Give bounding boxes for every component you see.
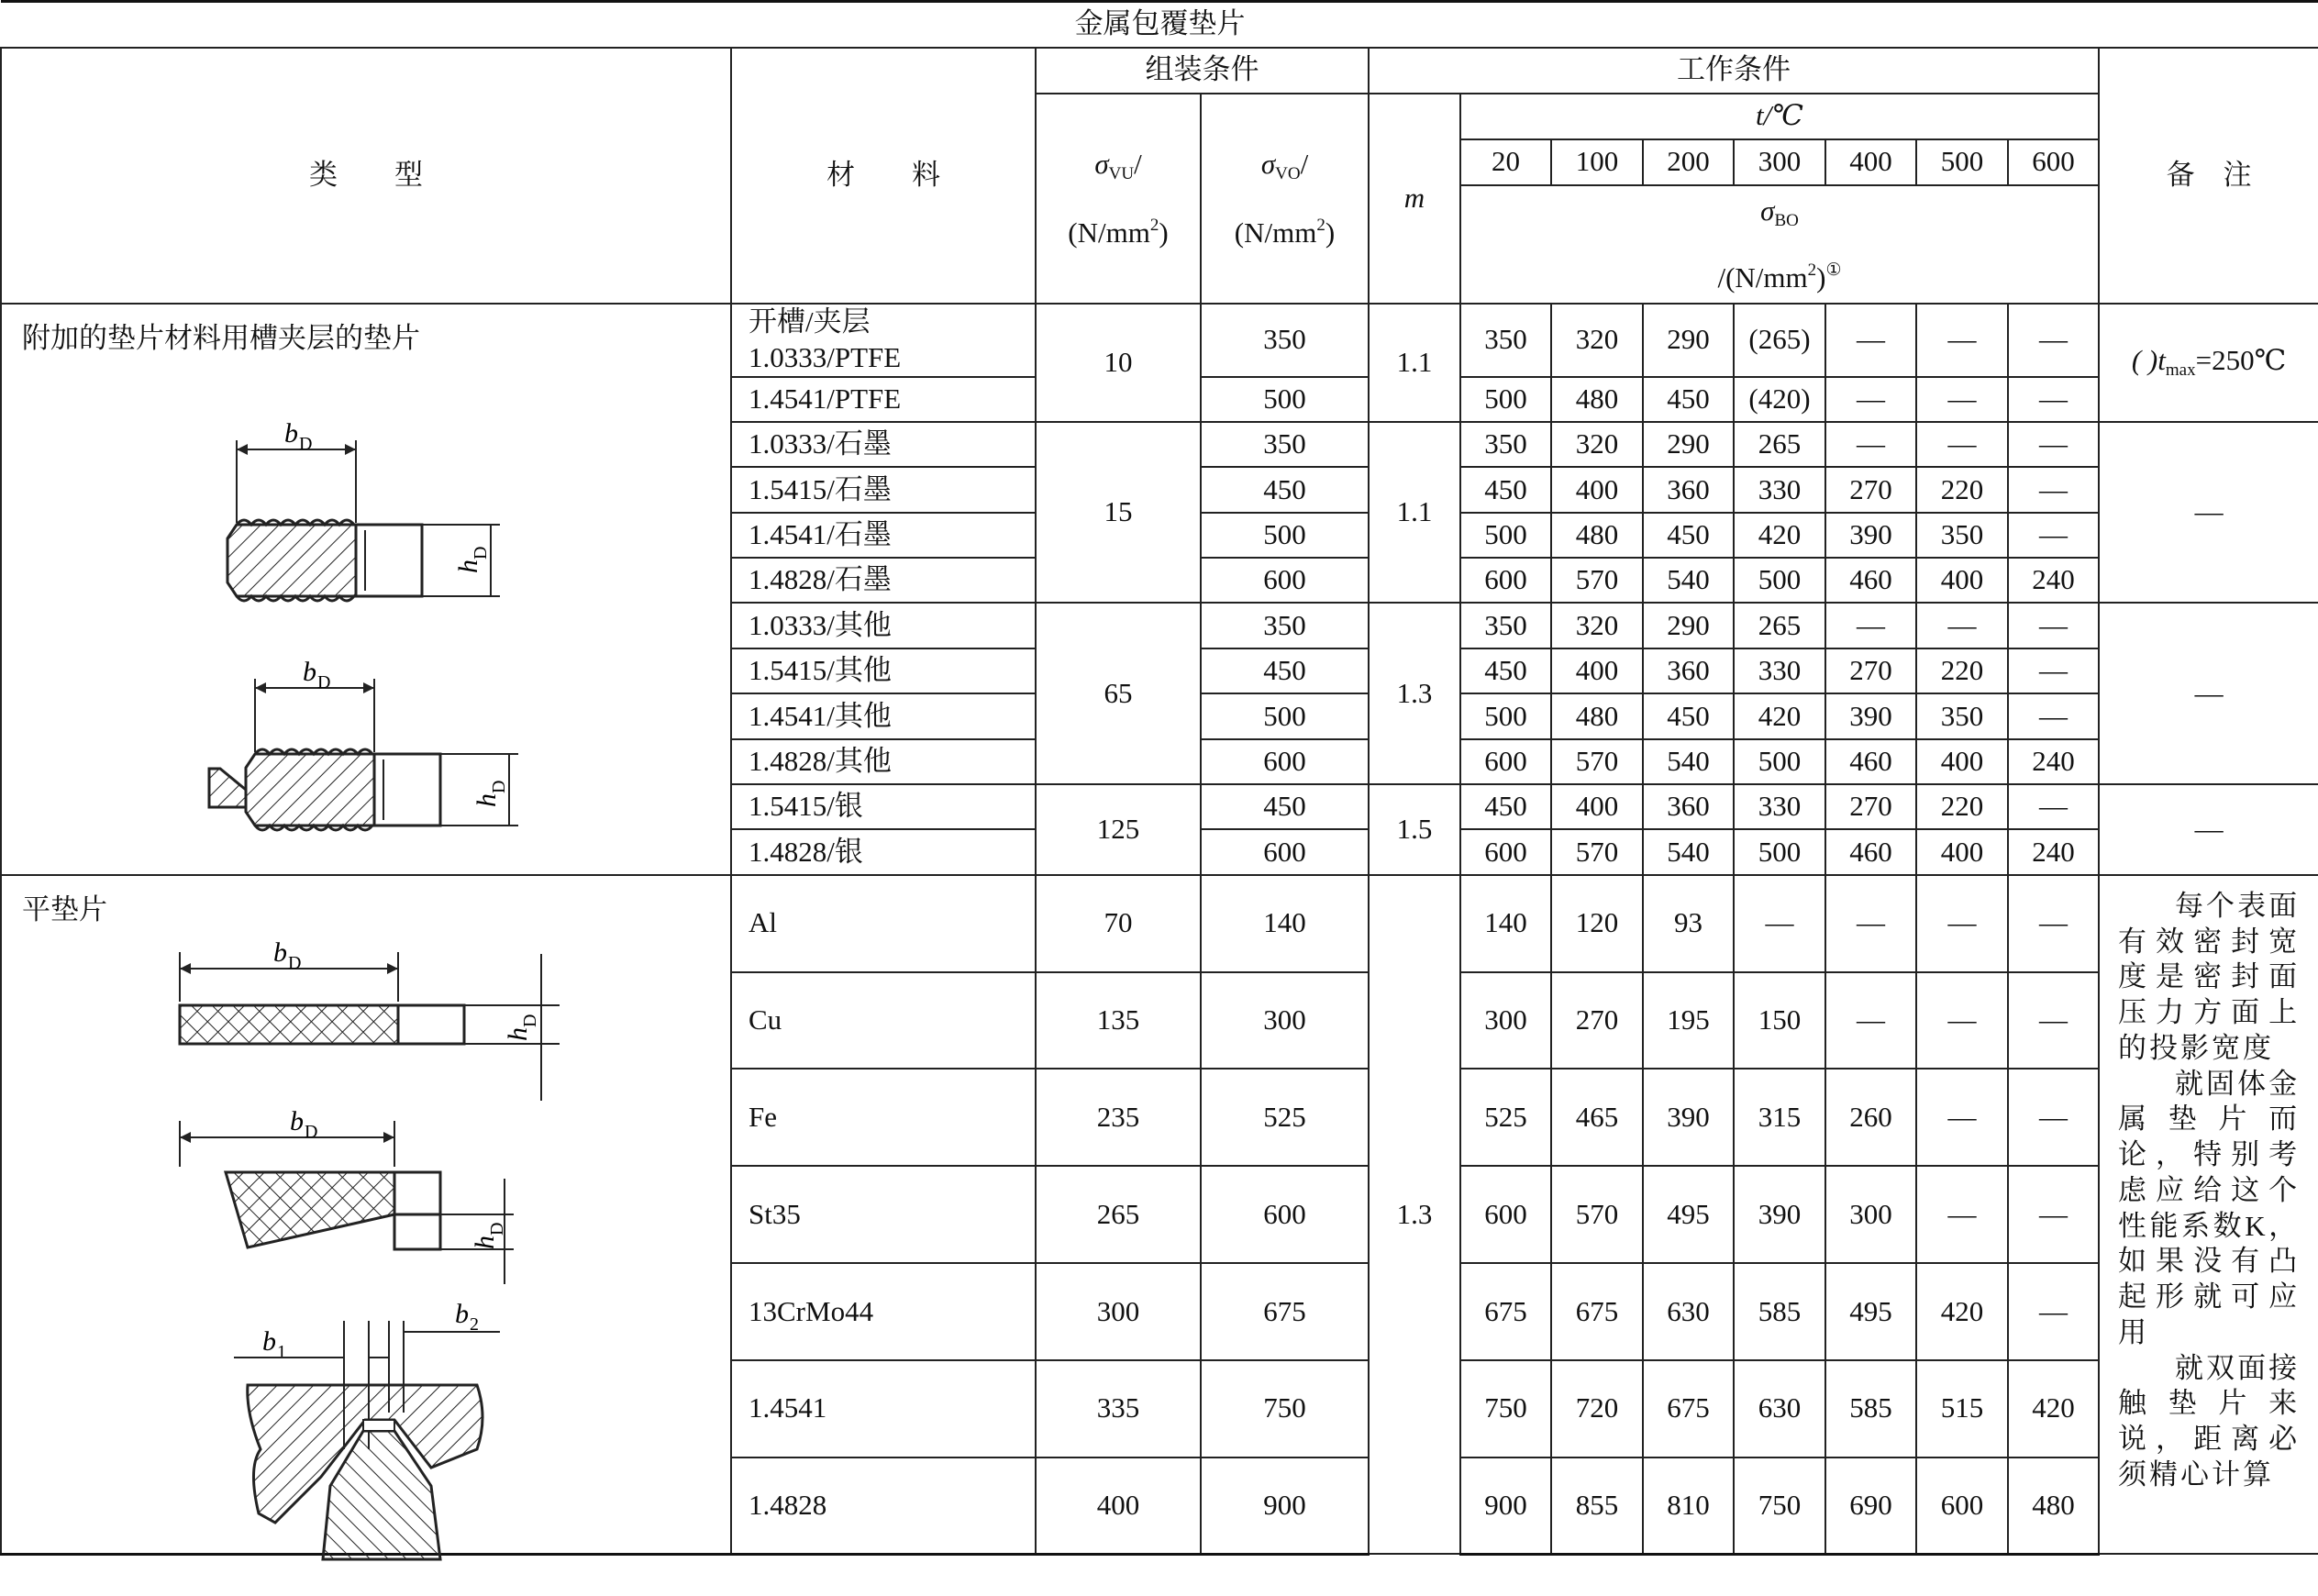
sigma-bo-value: 810 [1643, 1457, 1734, 1555]
sigma-vo-symbol: σ [1260, 147, 1276, 180]
sigma-bo-unit-sup: 2 [1807, 260, 1817, 280]
remark-cell: — [2099, 603, 2318, 784]
table-row [1, 304, 2318, 377]
sigma-bo-value: 290 [1643, 304, 1734, 377]
remark-cell [2099, 304, 2318, 422]
sigma-bo-value: 350 [1916, 513, 2008, 558]
sigma-bo-value: 330 [1734, 467, 1825, 512]
sigma-bo-value: 570 [1551, 558, 1643, 603]
sigma-bo-value: 460 [1825, 558, 1916, 603]
sigma-bo-value: — [1916, 422, 2008, 467]
temp-header-20: 20 [1460, 139, 1551, 185]
sigma-bo-value: — [2008, 377, 2099, 422]
sigma-bo-value: 450 [1643, 513, 1734, 558]
m-value: 1.3 [1369, 875, 1460, 1555]
remark-paragraph: 每个表面有效密封宽度是密封面压力方面上的投影宽度 [2118, 889, 2301, 1064]
sigma-bo-value: 350 [1460, 304, 1551, 377]
sigma-bo-value: 290 [1643, 422, 1734, 467]
sigma-bo-value: 220 [1916, 648, 2008, 693]
header-sigma-bo [1460, 185, 2099, 304]
sigma-bo-value: 480 [2008, 1457, 2099, 1555]
sigma-vo-value: 450 [1201, 467, 1369, 512]
sigma-vo-value: 600 [1201, 829, 1369, 874]
flat-hd-sub-2: D [487, 1222, 507, 1236]
sigma-vo-value: 450 [1201, 648, 1369, 693]
sigma-bo-value: (420) [1734, 377, 1825, 422]
sigma-bo-value: 390 [1825, 513, 1916, 558]
sigma-bo-value: 540 [1643, 739, 1734, 784]
slotted-gasket-figure-1 [227, 418, 500, 601]
sigma-bo-value: 320 [1551, 422, 1643, 467]
sigma-bo-value: 480 [1551, 693, 1643, 738]
sigma-bo-value: 570 [1551, 829, 1643, 874]
sigma-bo-value: 855 [1551, 1457, 1643, 1555]
sigma-bo-value: 140 [1460, 875, 1551, 972]
flat-hd-sub-1: D [520, 1014, 540, 1027]
sigma-bo-value: 420 [2008, 1360, 2099, 1457]
sigma-bo-value: 315 [1734, 1069, 1825, 1166]
sigma-vu-value: 265 [1036, 1166, 1201, 1263]
sigma-vu-unit-close: ) [1159, 216, 1169, 249]
bd-sub-1: D [299, 434, 313, 454]
header-remark: 备 注 [2099, 48, 2318, 304]
sigma-bo-value: 360 [1643, 784, 1734, 829]
sigma-bo-value: 675 [1551, 1263, 1643, 1360]
sigma-bo-value: 240 [2008, 829, 2099, 874]
sigma-bo-value: 500 [1460, 513, 1551, 558]
sigma-bo-value: — [2008, 467, 2099, 512]
sigma-vu-sub: VU [1108, 163, 1135, 183]
sigma-bo-value: 570 [1551, 1166, 1643, 1263]
sigma-vu-value: 10 [1036, 304, 1201, 422]
sigma-bo-value: 270 [1825, 648, 1916, 693]
sigma-bo-value: 120 [1551, 875, 1643, 972]
header-assembly: 组装条件 [1036, 48, 1369, 94]
remark-cell: — [2099, 784, 2318, 875]
header-sigma-vo [1201, 94, 1369, 304]
sigma-bo-value: 350 [1916, 693, 2008, 738]
material-cell: 1.4828/银 [731, 829, 1036, 874]
header-m: m [1369, 94, 1460, 304]
header-sigma-vu [1036, 94, 1201, 304]
sigma-bo-value: 675 [1460, 1263, 1551, 1360]
sigma-bo-value: 600 [1460, 829, 1551, 874]
sigma-bo-value: 600 [1916, 1457, 2008, 1555]
remark-cell: — [2099, 422, 2318, 604]
sigma-bo-value: 460 [1825, 829, 1916, 874]
sigma-bo-value: 450 [1460, 648, 1551, 693]
remark-tail: =250℃ [2195, 344, 2287, 377]
sigma-vo-value: 525 [1201, 1069, 1369, 1166]
header-material: 材 料 [731, 48, 1036, 304]
sigma-bo-value: 500 [1460, 693, 1551, 738]
sigma-vo-value: 600 [1201, 739, 1369, 784]
sigma-bo-value: — [2008, 648, 2099, 693]
sigma-bo-value: 300 [1825, 1166, 1916, 1263]
sigma-bo-value: (265) [1734, 304, 1825, 377]
sigma-bo-sub: BO [1774, 210, 1799, 230]
sigma-bo-value: 420 [1734, 693, 1825, 738]
sigma-bo-value: 320 [1551, 304, 1643, 377]
flat-gasket-figure-1 [180, 937, 560, 1101]
sigma-bo-value: — [2008, 784, 2099, 829]
sigma-vu-value: 65 [1036, 603, 1201, 784]
sigma-bo-value: 450 [1460, 467, 1551, 512]
sigma-bo-value: 525 [1460, 1069, 1551, 1166]
sigma-vo-value: 350 [1201, 603, 1369, 648]
sigma-vo-value: 350 [1201, 304, 1369, 377]
sigma-vo-value: 900 [1201, 1457, 1369, 1555]
sigma-bo-value: 330 [1734, 648, 1825, 693]
sigma-bo-value: — [2008, 1069, 2099, 1166]
sigma-bo-value: 585 [1734, 1263, 1825, 1360]
sigma-vo-slash: / [1300, 147, 1309, 180]
temp-header-200: 200 [1643, 139, 1734, 185]
sigma-vu-value: 15 [1036, 422, 1201, 604]
m-value: 1.1 [1369, 304, 1460, 422]
sigma-vu-slash: / [1134, 147, 1142, 180]
sigma-bo-value: 400 [1916, 739, 2008, 784]
sigma-bo-value: — [2008, 1166, 2099, 1263]
sigma-vu-value: 235 [1036, 1069, 1201, 1166]
sigma-bo-value: 360 [1643, 467, 1734, 512]
sigma-bo-value: 420 [1916, 1263, 2008, 1360]
sigma-bo-value: 630 [1734, 1360, 1825, 1457]
temp-header-500: 500 [1916, 139, 2008, 185]
sigma-bo-value: — [1916, 875, 2008, 972]
sigma-vu-unit: (N/mm [1068, 216, 1150, 249]
sigma-vo-unit-sup: 2 [1316, 215, 1325, 235]
material-cell: 1.4828 [731, 1457, 1036, 1555]
m-value: 1.5 [1369, 784, 1460, 875]
sigma-bo-value: 675 [1643, 1360, 1734, 1457]
sigma-bo-value: 540 [1643, 558, 1734, 603]
sigma-bo-value: — [2008, 603, 2099, 648]
sigma-bo-value: — [1825, 422, 1916, 467]
temp-header-400: 400 [1825, 139, 1916, 185]
sigma-bo-value: — [1916, 972, 2008, 1070]
material-cell: Fe [731, 1069, 1036, 1166]
b2-sub: 2 [470, 1314, 479, 1335]
sigma-bo-value: — [1916, 304, 2008, 377]
sigma-vu-unit-sup: 2 [1149, 215, 1159, 235]
slotted-gasket-drawings [0, 404, 730, 991]
material-cell: 1.5415/其他 [731, 648, 1036, 693]
temp-header-300: 300 [1734, 139, 1825, 185]
sigma-bo-value: 265 [1734, 603, 1825, 648]
sigma-vo-value: 350 [1201, 422, 1369, 467]
material-cell: 1.5415/银 [731, 784, 1036, 829]
sigma-bo-symbol: σ [1760, 194, 1775, 227]
sigma-bo-value: — [2008, 304, 2099, 377]
remark-paragraph: 就双面接触垫片来说，距离必须精心计算 [2118, 1351, 2301, 1491]
sigma-vo-sub: VO [1275, 163, 1301, 183]
flat-hd-label-2: h [470, 1236, 500, 1249]
sigma-bo-value: 500 [1734, 558, 1825, 603]
table-title: 金属包覆垫片 [1, 2, 2318, 48]
sigma-bo-value: 900 [1460, 1457, 1551, 1555]
sigma-vo-value: 750 [1201, 1360, 1369, 1457]
sigma-bo-value: — [2008, 972, 2099, 1070]
sigma-vo-value: 500 [1201, 377, 1369, 422]
m-value: 1.3 [1369, 603, 1460, 784]
sigma-bo-value: — [2008, 875, 2099, 972]
sigma-vo-value: 450 [1201, 784, 1369, 829]
sigma-bo-value: — [2008, 693, 2099, 738]
sigma-bo-value: — [1916, 1166, 2008, 1263]
sigma-bo-value: 93 [1643, 875, 1734, 972]
flat-bd-sub-2: D [305, 1122, 318, 1142]
material-cell: 1.4541/其他 [731, 693, 1036, 738]
sigma-bo-value: 350 [1460, 422, 1551, 467]
material-cell: 1.0333/石墨 [731, 422, 1036, 467]
sigma-bo-value: 360 [1643, 648, 1734, 693]
sigma-bo-value: 150 [1734, 972, 1825, 1070]
remark-paragraph: 就固体金属垫片而论，特别考虑应给这个性能系数K，如果没有凸起形就可应用 [2118, 1067, 2301, 1348]
b1-label: b [262, 1326, 276, 1357]
flat-gasket-drawings [0, 917, 730, 1596]
material-cell: 1.4541 [731, 1360, 1036, 1457]
sigma-bo-value: 500 [1460, 377, 1551, 422]
bd-label-1: b [284, 418, 298, 449]
sigma-bo-value: 390 [1734, 1166, 1825, 1263]
sigma-vu-value: 135 [1036, 972, 1201, 1070]
hd-label-1: h [453, 560, 483, 573]
remark-sub: max [2165, 360, 2196, 381]
sigma-bo-value: — [1916, 1069, 2008, 1166]
sigma-bo-value: 450 [1643, 377, 1734, 422]
sigma-bo-value: 515 [1916, 1360, 2008, 1457]
sigma-bo-value: 540 [1643, 829, 1734, 874]
material-cell: 1.4541/PTFE [731, 377, 1036, 422]
sigma-bo-value: 400 [1551, 784, 1643, 829]
flat-bd-label-1: b [273, 937, 287, 968]
sigma-vu-value: 335 [1036, 1360, 1201, 1457]
sigma-vo-value: 300 [1201, 972, 1369, 1070]
sigma-bo-value: 495 [1825, 1263, 1916, 1360]
material-cell: 1.4828/其他 [731, 739, 1036, 784]
sigma-bo-value: — [2008, 513, 2099, 558]
flat-hd-label-1: h [503, 1027, 533, 1041]
sigma-bo-value: 720 [1551, 1360, 1643, 1457]
sigma-bo-value: 265 [1734, 422, 1825, 467]
sigma-bo-unit: /(N/mm [1717, 260, 1808, 294]
flat-gasket-figure-3 [234, 1299, 500, 1559]
sigma-bo-value: 270 [1825, 784, 1916, 829]
type-slotted: 附加的垫片材料用槽夹层的垫片 [1, 304, 731, 875]
m-value: 1.1 [1369, 422, 1460, 604]
slotted-gasket-figure-2 [209, 657, 518, 830]
sigma-bo-value: 480 [1551, 513, 1643, 558]
bd-sub-2: D [317, 672, 331, 693]
sigma-bo-value: 570 [1551, 739, 1643, 784]
sigma-bo-value: 220 [1916, 467, 2008, 512]
sigma-bo-value: 480 [1551, 377, 1643, 422]
sigma-bo-value: — [2008, 1263, 2099, 1360]
hd-label-2: h [471, 793, 502, 807]
sigma-bo-value: — [1916, 377, 2008, 422]
sigma-bo-value: 195 [1643, 972, 1734, 1070]
sigma-bo-value: 690 [1825, 1457, 1916, 1555]
flat-remark-cell [2099, 875, 2318, 1555]
sigma-bo-value: 600 [1460, 558, 1551, 603]
sigma-bo-value: 630 [1643, 1263, 1734, 1360]
sigma-bo-value: — [1825, 377, 1916, 422]
material-cell: 开槽/夹层 1.0333/PTFE [731, 304, 1036, 377]
sigma-bo-value: 500 [1734, 829, 1825, 874]
sigma-bo-value: 400 [1916, 558, 2008, 603]
flat-gasket-figure-2 [180, 1106, 514, 1284]
sigma-bo-value: 240 [2008, 739, 2099, 784]
sigma-bo-value: 330 [1734, 784, 1825, 829]
bd-label-2: b [303, 657, 316, 687]
sigma-bo-value: — [1825, 304, 1916, 377]
sigma-bo-value: — [1916, 603, 2008, 648]
sigma-bo-value: 600 [1460, 1166, 1551, 1263]
material-cell: 13CrMo44 [731, 1263, 1036, 1360]
header-temperature: t/℃ [1460, 94, 2099, 139]
sigma-bo-value: 390 [1643, 1069, 1734, 1166]
header-type: 类 型 [1, 48, 731, 304]
sigma-vu-value: 70 [1036, 875, 1201, 972]
sigma-bo-value: 750 [1734, 1457, 1825, 1555]
sigma-bo-value: 500 [1734, 739, 1825, 784]
remark-text: ( )t [2131, 344, 2166, 377]
sigma-vu-symbol: σ [1094, 147, 1109, 180]
sigma-vo-value: 675 [1201, 1263, 1369, 1360]
sigma-vo-value: 500 [1201, 693, 1369, 738]
sigma-vo-value: 600 [1201, 1166, 1369, 1263]
sigma-bo-value: 450 [1460, 784, 1551, 829]
flat-bd-sub-1: D [288, 953, 302, 973]
sigma-vo-value: 140 [1201, 875, 1369, 972]
footnote-mark: ① [1825, 260, 1842, 280]
hd-sub-1: D [471, 546, 491, 560]
sigma-vo-value: 500 [1201, 513, 1369, 558]
sigma-bo-value: 220 [1916, 784, 2008, 829]
sigma-bo-value: — [1825, 603, 1916, 648]
sigma-bo-unit-close: ) [1816, 260, 1826, 294]
material-cell: St35 [731, 1166, 1036, 1263]
sigma-bo-value: 600 [1460, 739, 1551, 784]
sigma-bo-value: 465 [1551, 1069, 1643, 1166]
flat-bd-label-2: b [290, 1106, 304, 1136]
sigma-vu-value: 300 [1036, 1263, 1201, 1360]
sigma-bo-value: — [1825, 875, 1916, 972]
sigma-bo-value: 290 [1643, 603, 1734, 648]
sigma-bo-value: 400 [1551, 467, 1643, 512]
sigma-bo-value: 260 [1825, 1069, 1916, 1166]
hd-sub-2: D [489, 780, 509, 793]
sigma-bo-value: 400 [1551, 648, 1643, 693]
sigma-vu-value: 125 [1036, 784, 1201, 875]
sigma-bo-value: 420 [1734, 513, 1825, 558]
material-cell: 1.5415/石墨 [731, 467, 1036, 512]
type-flat: 平垫片 [1, 875, 731, 1555]
sigma-bo-value: 350 [1460, 603, 1551, 648]
sigma-bo-value: 750 [1460, 1360, 1551, 1457]
sigma-vo-value: 600 [1201, 558, 1369, 603]
sigma-vo-unit: (N/mm [1234, 216, 1317, 249]
sigma-bo-value: 240 [2008, 558, 2099, 603]
temp-header-100: 100 [1551, 139, 1643, 185]
sigma-bo-value: 320 [1551, 603, 1643, 648]
sigma-bo-value: 270 [1551, 972, 1643, 1070]
sigma-bo-value: 390 [1825, 693, 1916, 738]
sigma-vu-value: 400 [1036, 1457, 1201, 1555]
sigma-bo-value: 450 [1643, 693, 1734, 738]
sigma-bo-value: 300 [1460, 972, 1551, 1070]
sigma-vo-unit-close: ) [1325, 216, 1336, 249]
sigma-bo-value: — [1734, 875, 1825, 972]
temp-header-600: 600 [2008, 139, 2099, 185]
material-cell: Al [731, 875, 1036, 972]
sigma-bo-value: — [2008, 422, 2099, 467]
sigma-bo-value: 585 [1825, 1360, 1916, 1457]
sigma-bo-value: 460 [1825, 739, 1916, 784]
b2-label: b [455, 1299, 469, 1329]
sigma-bo-value: 495 [1643, 1166, 1734, 1263]
sigma-bo-value: 400 [1916, 829, 2008, 874]
b1-sub: 1 [277, 1342, 286, 1362]
material-cell: 1.4541/石墨 [731, 513, 1036, 558]
sigma-bo-value: 270 [1825, 467, 1916, 512]
material-cell: Cu [731, 972, 1036, 1070]
material-cell: 1.0333/其他 [731, 603, 1036, 648]
sigma-bo-value: — [1825, 972, 1916, 1070]
material-cell: 1.4828/石墨 [731, 558, 1036, 603]
header-working: 工作条件 [1369, 48, 2099, 94]
